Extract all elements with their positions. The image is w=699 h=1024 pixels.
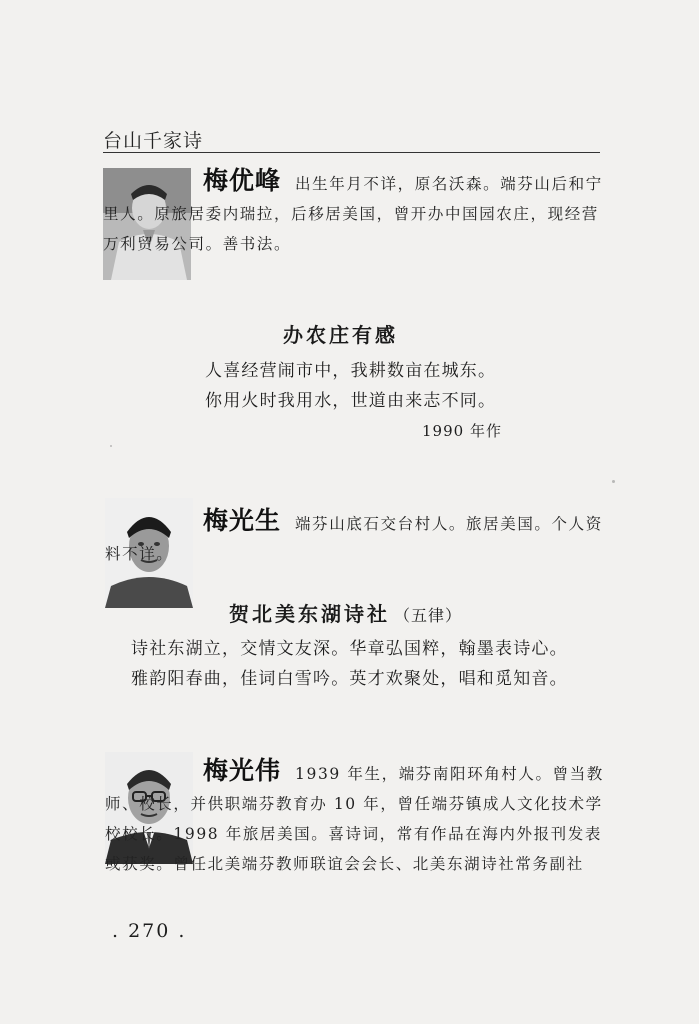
person-name-2: 梅光生 <box>203 506 282 535</box>
poem-title-2 <box>229 598 462 627</box>
paper-speck <box>110 445 112 447</box>
bio-text-3: 1939 年生，端芬南阳环角村人。曾当教师、校长，并供职端芬教育办 10 年，曾任端芬镇成人文化技术学校校长。1998 年旅居美国。喜诗词，常有作品在海内外报刊发表或获奖。曾任北美端芬教师联谊会会长、北美东湖诗社常务副社 <box>105 765 604 873</box>
poem-form-2: （五律） <box>394 606 463 625</box>
page-number: . 270 . <box>112 920 187 942</box>
verse-line-2-1: 诗社东湖立，交情文友深。华章弘国粹，翰墨表诗心。 <box>131 639 568 659</box>
header-rule <box>103 152 600 153</box>
verse-line-1-2: 你用火时我用水，世道由来志不同。 <box>205 391 497 411</box>
running-head: 台山千家诗 <box>103 130 204 152</box>
poem-title-1: 办农庄有感 <box>283 323 398 347</box>
paper-speck <box>612 480 615 483</box>
poem-date-1: 1990 年作 <box>422 422 502 440</box>
person-name-1: 梅优峰 <box>203 166 282 195</box>
verse-line-1-1: 人喜经营闹市中，我耕数亩在城东。 <box>205 361 497 381</box>
poem-title-2-text: 贺北美东湖诗社 <box>229 602 390 626</box>
bio-text-1: 出生年月不详，原名沃森。端芬山后和宁里人。原旅居委内瑞拉，后移居美国，曾开办中国园农庄，现经营万利贸易公司。善书法。 <box>103 175 603 253</box>
verse-line-2-2: 雅韵阳春曲，佳词白雪吟。英才欢聚处，唱和觅知音。 <box>131 669 568 689</box>
bio-3 <box>105 756 615 879</box>
person-name-3: 梅光伟 <box>203 756 282 785</box>
bio-text-2: 端芬山底石交台村人。旅居美国。个人资料不详。 <box>105 515 603 563</box>
bio-1 <box>103 166 613 259</box>
bio-2 <box>105 506 615 569</box>
